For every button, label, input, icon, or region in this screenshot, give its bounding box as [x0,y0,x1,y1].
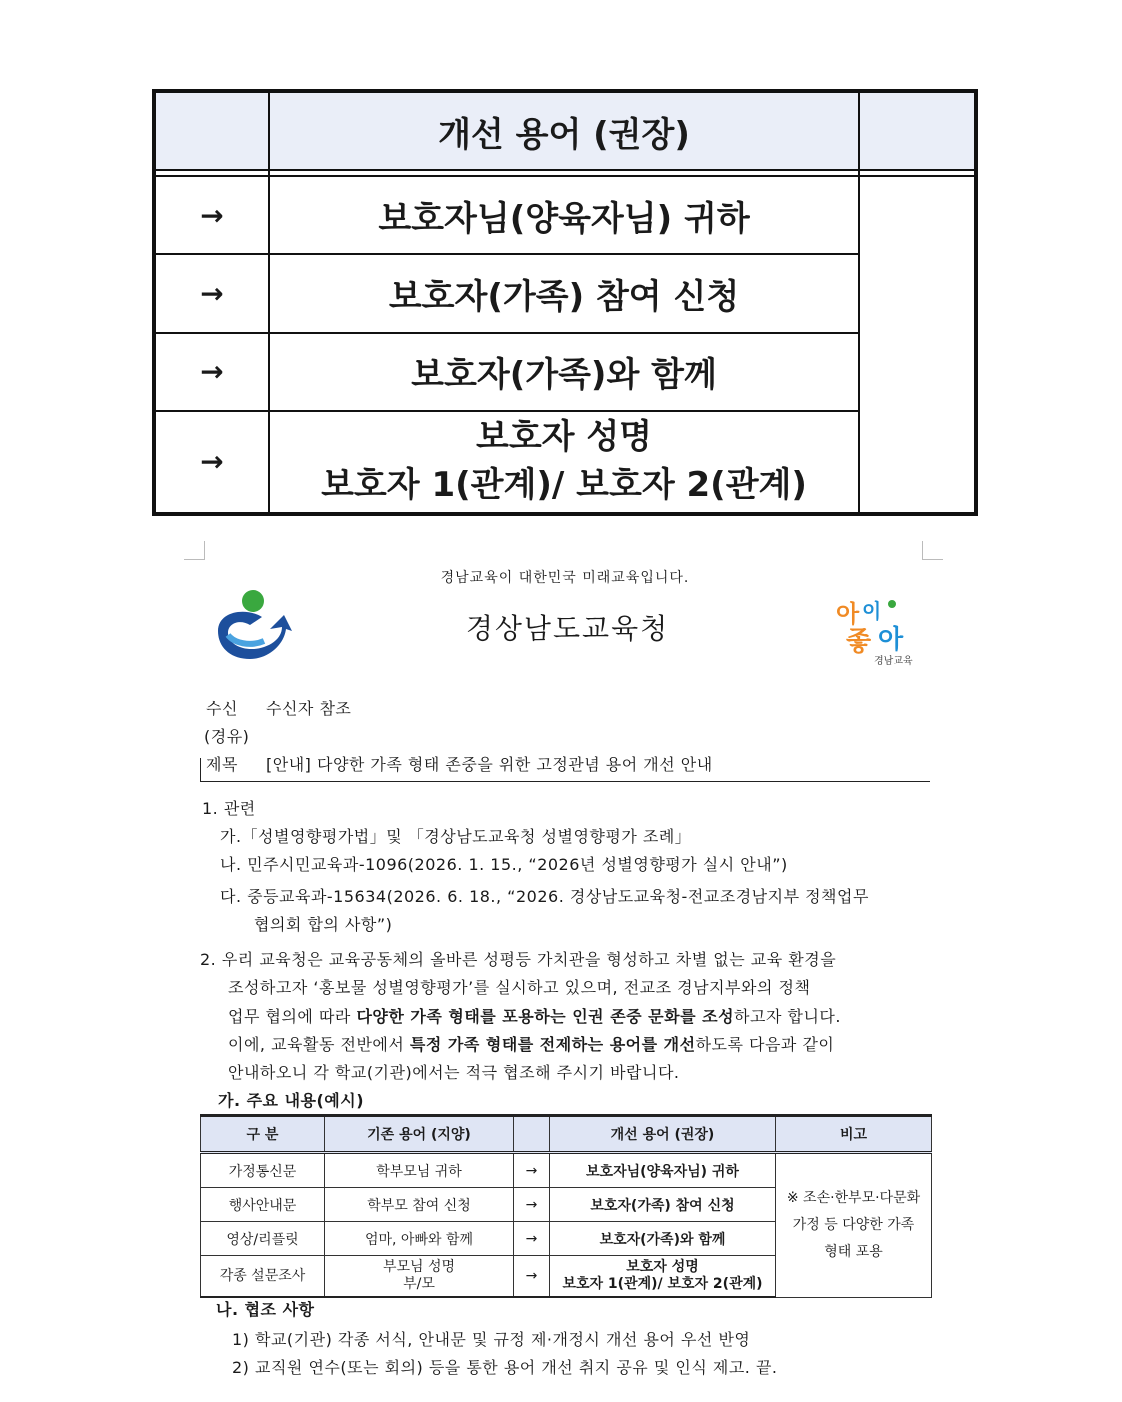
terms-table [200,1114,932,1298]
header-arrow [514,1116,550,1153]
improved-term-line2: 보호자 1(관계)/ 보호자 2(관계) [321,464,807,505]
aijoa-sub: 경남교육 [874,656,913,667]
para2-line3: 업무 협의에 따라 다양한 가족 형태를 포용하는 인권 존중 문화를 조성하고자 합니다. [228,1007,841,1026]
cell-note: ※ 조손·한부모·다문화 가정 등 다양한 가족 형태 포용 [776,1153,932,1298]
header-new-term: 개선 용어 (권장) [550,1116,776,1153]
subject-value: [안내] 다양한 가족 형태 존중을 위한 고정관념 용어 개선 안내 [266,755,713,774]
cell-category: 영상/리플릿 [201,1222,325,1256]
related-item: 가.「성별영향평가법」및 「경상남도교육청 성별영향평가 조례」 [220,827,692,846]
recipient-label: 수신 [206,699,238,718]
header-category: 구 분 [201,1116,325,1153]
improved-term-line1: 보호자 성명 [475,417,653,458]
cell-arrow: → [514,1222,550,1256]
header-note: 비고 [776,1116,932,1153]
emphasis: 특정 가족 형태를 전제하는 용어를 개선 [409,1035,696,1054]
improved-term: 보호자(가족) 참여 신청 [269,254,859,332]
coop-item: 1) 학교(기관) 각종 서식, 안내문 및 규정 제·개정시 개선 용어 우선 반영 [232,1330,751,1349]
header-old-term: 기존 용어 (지양) [325,1116,514,1153]
improved-term [269,411,859,514]
section-cooperation: 나. 협조 사항 [216,1300,315,1319]
improved-term: 보호자님(양육자님) 귀하 [269,176,859,254]
arrow-cell: → [154,176,269,254]
subject-rule [200,781,930,782]
subject-tick [200,758,201,782]
related-item: 다. 중등교육과-15634(2026. 6. 18., “2026. 경상남도교육청-전교조경남지부 정책업무 [220,887,869,906]
crop-mark-left [184,541,205,560]
cell-old: 학부모님 귀하 [325,1153,514,1188]
cell-new: 보호자(가족)와 함께 [550,1222,776,1256]
cell-category: 가정통신문 [201,1153,325,1188]
slogan: 경남교육이 대한민국 미래교육입니다. [440,570,690,586]
emphasis: 다양한 가족 형태를 포용하는 인권 존중 문화를 조성 [356,1007,735,1026]
blank-cell [859,176,976,514]
related-item-cont: 협의회 합의 사항”) [254,915,393,934]
via-label: (경유) [204,727,250,746]
related-item: 나. 민주시민교육과-1096(2026. 1. 15., “2026년 성별영향평가 실시 안내”) [220,855,788,874]
zoomed-terms-table [152,89,978,516]
para2-line2: 조성하고자 ‘홍보물 성별영향평가’를 실시하고 있으며, 전교조 경남지부와의 정책 [228,978,811,997]
svg-text:좋: 좋 [846,627,872,657]
arrow-cell: → [154,254,269,332]
arrow-cell: → [154,333,269,411]
para2-line1: 2. 우리 교육청은 교육공동체의 올바른 성평등 가치관을 형성하고 차별 없는 교육 환경을 [200,950,837,969]
cell-old: 학부모 참여 신청 [325,1188,514,1222]
cell-old: 부모님 성명 부/모 [325,1256,514,1298]
cell-new: 보호자님(양육자님) 귀하 [550,1153,776,1188]
cell-old: 엄마, 아빠와 함께 [325,1222,514,1256]
coop-item: 2) 교직원 연수(또는 회의) 등을 통한 용어 개선 취지 공유 및 인식 제고. 끝. [232,1358,778,1377]
para2-line4: 이에, 교육활동 전반에서 특정 가족 형태를 전제하는 용어를 개선하도록 다음과 같이 [228,1035,835,1054]
aijoa-logo [832,592,928,668]
organization-title: 경상남도교육청 [465,612,670,645]
zoom-header: 개선 용어 (권장) [269,91,859,170]
zoom-empty-header [154,91,269,170]
cell-category: 각종 설문조사 [201,1256,325,1298]
table-row [201,1153,932,1188]
cell-arrow: → [514,1256,550,1298]
svg-text:이: 이 [862,599,882,623]
svg-text:아: 아 [878,625,904,655]
cell-new: 보호자 성명 보호자 1(관계)/ 보호자 2(관계) [550,1256,776,1298]
cell-arrow: → [514,1153,550,1188]
improved-term: 보호자(가족)와 함께 [269,333,859,411]
section-main-content: 가. 주요 내용(예시) [218,1091,365,1110]
svg-text:아: 아 [836,600,860,628]
para2-line5: 안내하오니 각 학교(기관)에서는 적극 협조해 주시기 바랍니다. [228,1063,680,1082]
cell-arrow: → [514,1188,550,1222]
subject-label: 제목 [206,755,238,774]
cell-category: 행사안내문 [201,1188,325,1222]
cell-new: 보호자(가족) 참여 신청 [550,1188,776,1222]
recipient-value: 수신자 참조 [266,699,352,718]
crop-mark-right [922,541,943,560]
arrow-cell: → [154,411,269,514]
zoom-empty-header [859,91,976,170]
related-title: 1. 관련 [202,799,256,818]
